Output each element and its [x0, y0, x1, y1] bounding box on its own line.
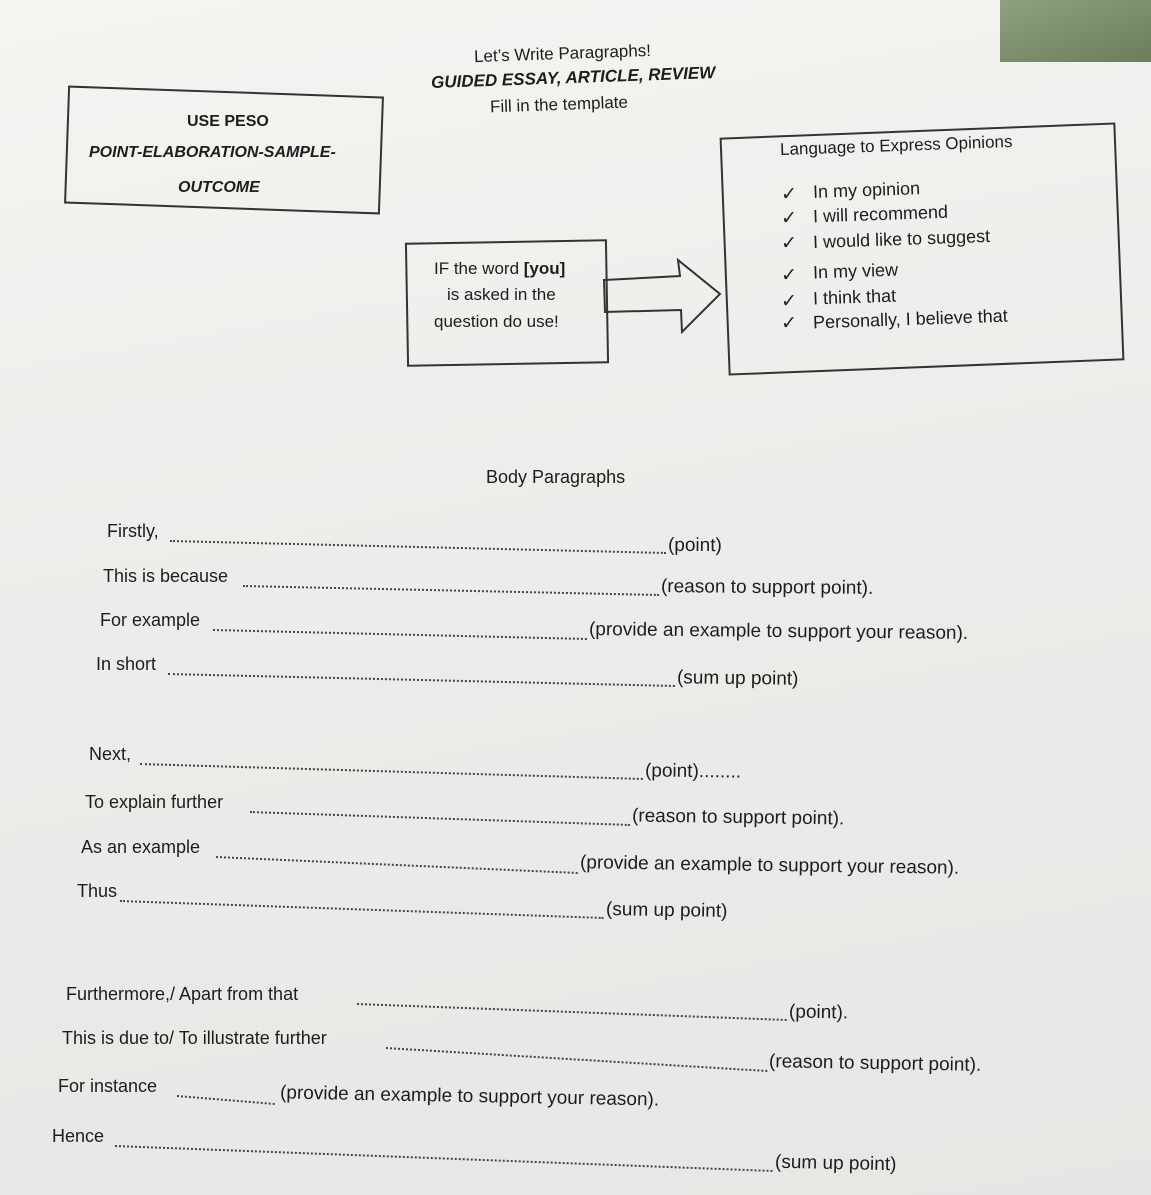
opinion-phrase: I think that — [812, 285, 897, 309]
opinion-phrase: In my opinion — [812, 178, 921, 202]
opinion-phrase: In my view — [812, 259, 899, 283]
checkmark-icon: ✓ — [781, 184, 797, 205]
opinion-phrase: Personally, I believe that — [812, 305, 1009, 333]
template-line-lead: Next, — [89, 744, 132, 764]
template-line-lead: This is due to/ To illustrate further — [62, 1028, 327, 1048]
checkmark-icon: ✓ — [781, 313, 797, 334]
peso-expansion-line2: OUTCOME — [178, 179, 260, 196]
peso-expansion-line1: POINT-ELABORATION-SAMPLE- — [89, 144, 336, 161]
right-arrow-icon — [602, 258, 727, 338]
worksheet-subtitle: GUIDED ESSAY, ARTICLE, REVIEW — [430, 63, 716, 92]
if-box-line1-text: IF the word — [434, 259, 524, 278]
template-line-lead: Firstly, — [107, 521, 159, 541]
template-line-lead: This is because — [103, 566, 229, 586]
checkmark-icon: ✓ — [781, 291, 797, 312]
template-line-hint: (sum up point) — [774, 1151, 897, 1176]
checkmark-icon: ✓ — [781, 233, 797, 254]
if-box-line2: is asked in the — [447, 285, 556, 304]
background-surface — [1000, 0, 1151, 62]
template-line-hint: (reason to support point). — [631, 805, 845, 830]
template-line-lead: Furthermore,/ Apart from that — [66, 984, 299, 1004]
checkmark-icon: ✓ — [781, 265, 797, 286]
template-line-lead: For instance — [58, 1076, 158, 1096]
peso-heading: USE PESO — [187, 113, 269, 130]
template-line-lead: As an example — [81, 837, 201, 857]
template-line-hint: (point)........ — [644, 760, 742, 783]
template-line-hint: (point). — [788, 1001, 849, 1024]
if-box-line1 — [434, 259, 565, 279]
template-line-hint: (provide an example to support your reason). — [588, 619, 969, 644]
template-line-hint: (provide an example to support your reason). — [579, 852, 960, 879]
template-line-hint: (sum up point) — [605, 899, 728, 922]
worksheet-instruction: Fill in the template — [489, 92, 629, 117]
template-line-hint: (reason to support point). — [768, 1051, 982, 1076]
template-line-hint: (provide an example to support your reason). — [279, 1082, 660, 1111]
if-box-line3: question do use! — [434, 312, 559, 331]
opinions-title: Language to Express Opinions — [779, 131, 1013, 160]
template-line-lead: To explain further — [85, 792, 224, 812]
opinion-phrase: I will recommend — [812, 201, 949, 227]
template-line-lead: Hence — [52, 1126, 105, 1146]
checkmark-icon: ✓ — [781, 208, 797, 229]
template-line-hint: (reason to support point). — [660, 576, 874, 599]
body-paragraphs-title: Body Paragraphs — [486, 467, 626, 487]
opinion-phrase: I would like to suggest — [812, 225, 991, 253]
if-box-you-word: [you] — [523, 259, 566, 278]
template-line-lead: For example — [100, 610, 201, 630]
worksheet-title: Let’s Write Paragraphs! — [473, 40, 652, 67]
template-line-lead: Thus — [77, 881, 118, 901]
template-line-lead: In short — [96, 654, 157, 674]
template-line-hint: (sum up point) — [676, 667, 799, 690]
template-line-hint: (point) — [667, 534, 722, 557]
